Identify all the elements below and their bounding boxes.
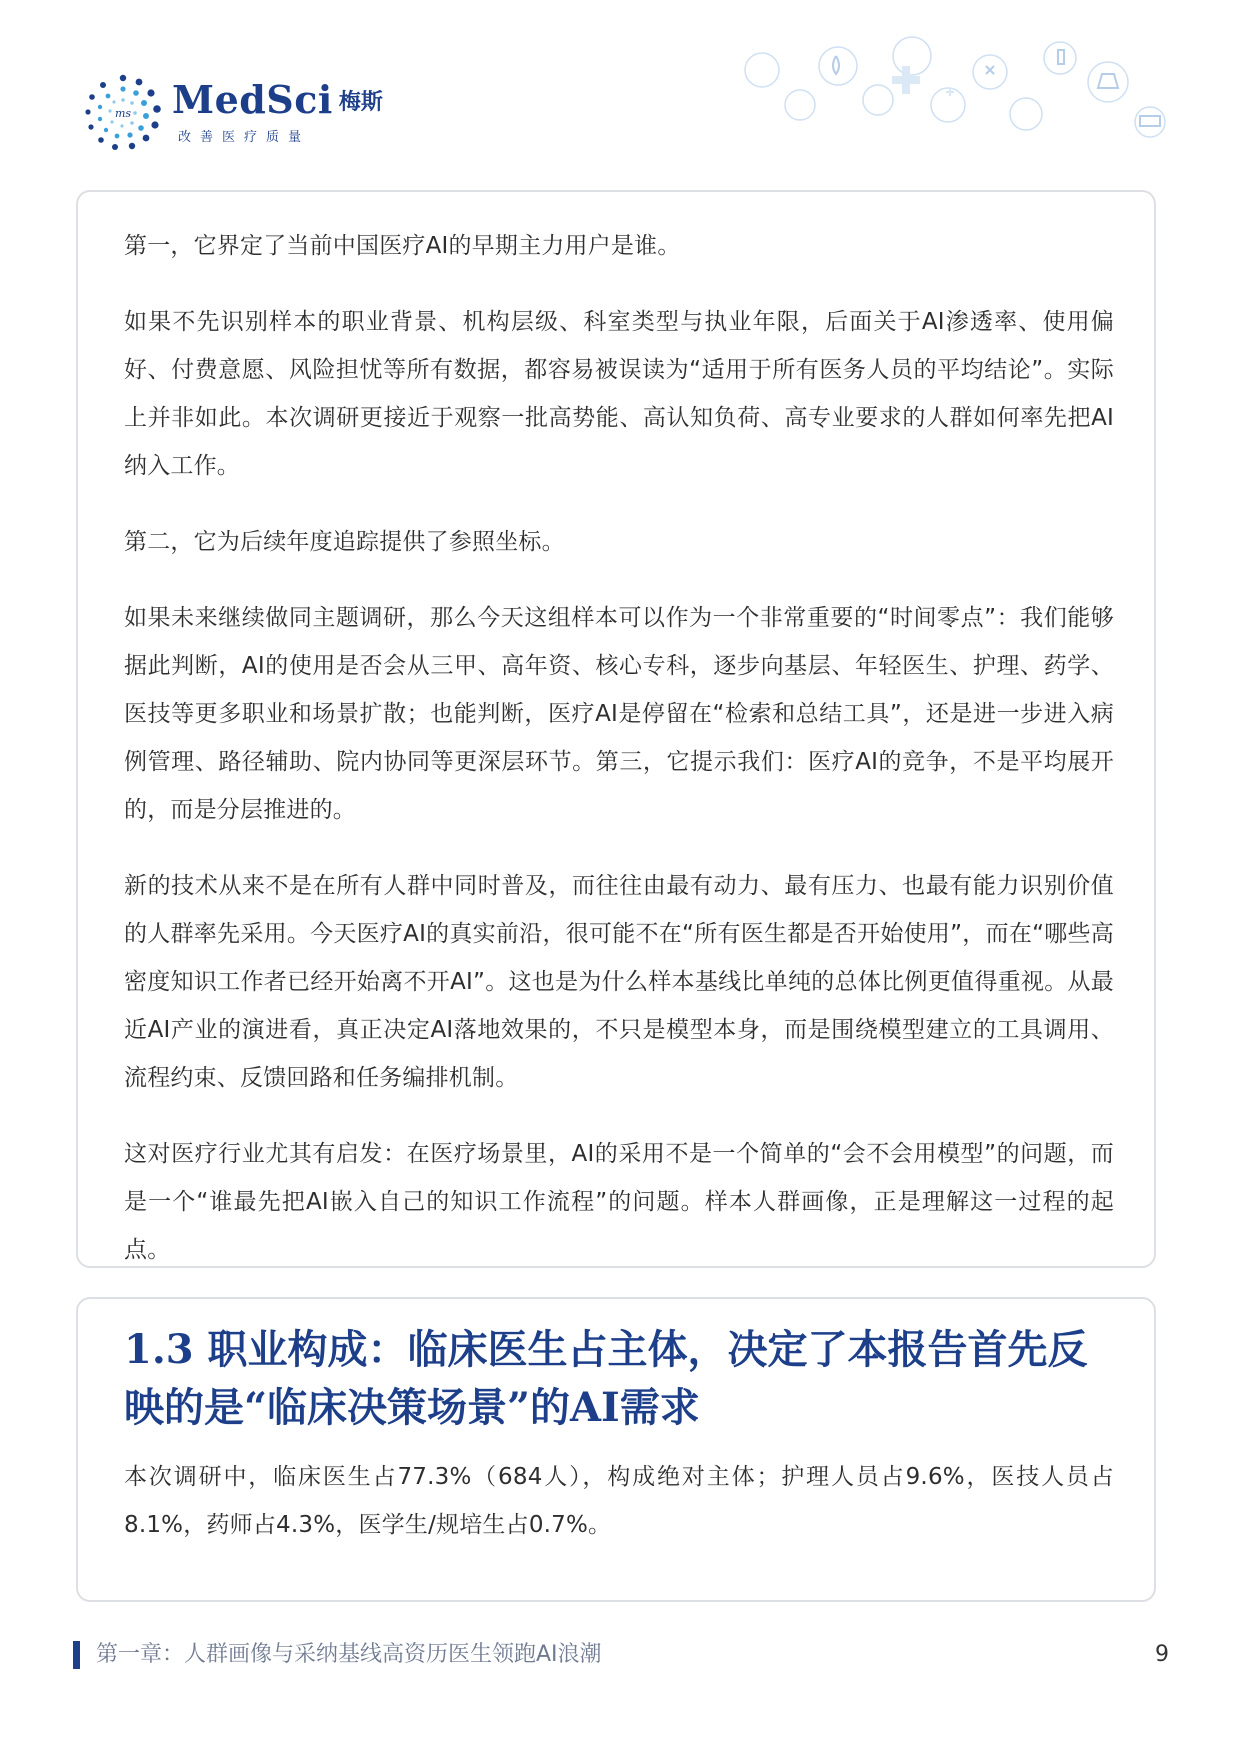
dna-icon	[863, 85, 893, 115]
paragraph-1: 第一，它界定了当前中国医疗AI的早期主力用户是谁。	[124, 233, 681, 259]
logo-badge-text: ms	[114, 107, 132, 120]
medsci-logo-mark	[82, 72, 164, 154]
paragraph-2: 如果不先识别样本的职业背景、机构层级、科室类型与执业年限，后面关于AI渗透率、使用偏好、付费意愿、风险担忧等所有数据，都容易被误读为“适用于所有医务人员的平均结论”。实际上并非如此。本次调研更接近于观察一批高势能、高认知负荷、高专业要求的人群如何率先把AI纳入工作。	[124, 309, 1114, 479]
page-header	[0, 0, 1241, 170]
paragraph-6: 这对医疗行业尤其有启发：在医疗场景里，AI的采用不是一个简单的“会不会用模型”的问题，而是一个“谁最先把AI嵌入自己的知识工作流程”的问题。样本人群画像，正是理解这一过程的起点。	[124, 1141, 1114, 1263]
paragraph-4: 如果未来继续做同主题调研，那么今天这组样本可以作为一个非常重要的“时间零点”：我们能够据此判断，AI的使用是否会从三甲、高年资、核心专科，逐步向基层、年轻医生、护理、药学、医技等更多职业和场景扩散；也能判断，医疗AI是停留在“检索和总结工具”，还是进一步进入病例管理、路径辅助、院内协同等更深层环节。第三，它提示我们：医疗AI的竞争，不是平均展开的，而是分层推进的。	[124, 605, 1114, 823]
logo-name: MedSci	[172, 77, 333, 122]
molecule-icon	[973, 55, 1007, 89]
footer-chapter-title: 第一章：人群画像与采纳基线高资历医生领跑AI浪潮	[96, 1642, 602, 1667]
logo-slogan: 改善医疗质量	[178, 130, 311, 145]
flask-icon	[1088, 62, 1128, 102]
shield-icon	[745, 53, 779, 87]
footer-accent-bar	[73, 1641, 80, 1669]
paragraph-5: 新的技术从来不是在所有人群中同时普及，而往往由最有动力、最有压力、也最有能力识别价值的人群率先采用。今天医疗AI的真实前沿，很可能不在“所有医生都是否开始使用”，而在“哪些高密度知识工作者已经开始离不开AI”。这也是为什么样本基线比单纯的总体比例更值得重视。从最近AI产业的演进看，真正决定AI落地效果的，不只是模型本身，而是围绕模型建立的工具调用、流程约束、反馈回路和任务编排机制。	[124, 873, 1114, 1091]
sparkle-icon	[785, 90, 815, 120]
stethoscope-icon	[893, 37, 931, 75]
logo-cn-name: 梅斯	[338, 90, 383, 115]
heart-icon	[931, 88, 965, 122]
paragraph-3: 第二，它为后续年度追踪提供了参照坐标。	[124, 529, 565, 555]
logo-text-block	[172, 77, 383, 145]
content-card	[76, 190, 1156, 1268]
section-body: 本次调研中，临床医生占77.3%（684人），构成绝对主体；护理人员占9.6%，医技人员占8.1%，药师占4.3%，医学生/规培生占0.7%。	[124, 1464, 1114, 1538]
section-card	[76, 1297, 1156, 1602]
atom-icon	[1010, 98, 1042, 130]
page-number: 9	[1155, 1642, 1169, 1667]
clipboard-icon	[1044, 42, 1076, 74]
decorative-medical-icons	[740, 30, 1230, 140]
section-title: 1.3 职业构成：临床医生占主体，决定了本报告首先反映的是“临床决策场景”的AI需求	[124, 1326, 1088, 1431]
